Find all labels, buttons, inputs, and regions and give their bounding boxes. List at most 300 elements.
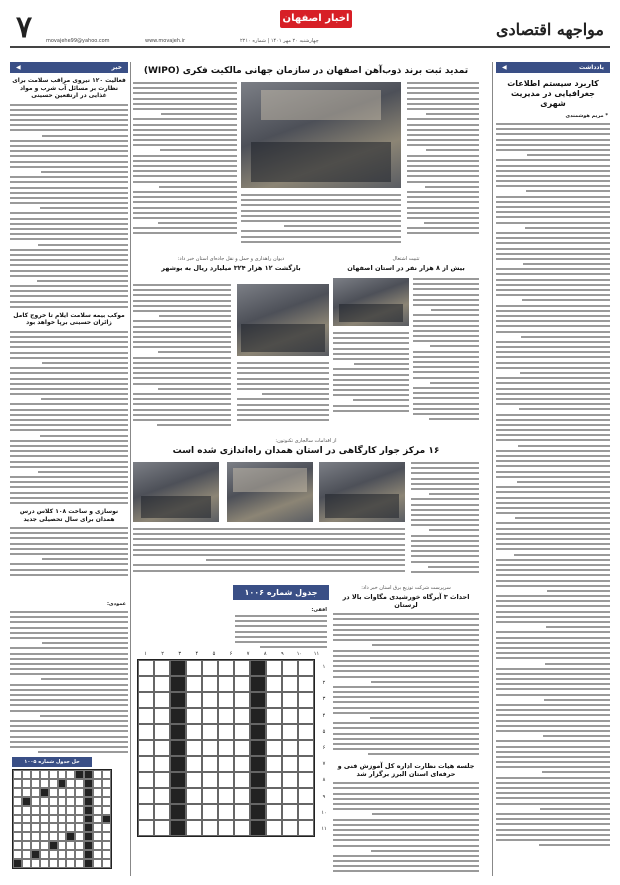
text-line (545, 663, 610, 665)
crossword-cell[interactable] (202, 660, 218, 676)
crossword-cell[interactable] (138, 724, 154, 740)
text-line (496, 211, 610, 213)
crossword-cell[interactable] (186, 660, 202, 676)
crossword-cell[interactable] (202, 708, 218, 724)
crossword-row-number: ۶ (322, 744, 326, 751)
text-line (235, 615, 327, 617)
note-body (496, 123, 610, 846)
answer-cell (93, 823, 102, 832)
crossword-cell[interactable] (234, 692, 250, 708)
crossword-cell[interactable] (138, 676, 154, 692)
crossword-column-number: ۸ (263, 651, 267, 657)
text-line (10, 684, 128, 686)
text-line (333, 829, 479, 831)
crossword-cell[interactable] (218, 724, 234, 740)
answer-cell (22, 850, 31, 859)
crossword-cell[interactable] (250, 740, 266, 756)
text-line (10, 104, 128, 106)
text-line (10, 429, 128, 431)
text-line (10, 187, 128, 189)
crossword-cell[interactable] (154, 772, 170, 788)
crossword-cell[interactable] (218, 692, 234, 708)
crossword-cell[interactable] (186, 772, 202, 788)
crossword-cell[interactable] (234, 804, 250, 820)
text-line (518, 445, 610, 447)
workshop-photo-1 (319, 462, 405, 522)
crossword-cell[interactable] (218, 820, 234, 836)
text-line (333, 839, 479, 841)
text-line (133, 160, 237, 162)
text-line (10, 378, 128, 380)
text-line (496, 253, 610, 255)
text-line (10, 119, 128, 121)
crossword-cell[interactable] (186, 820, 202, 836)
text-line (519, 408, 610, 410)
text-line (368, 753, 479, 755)
crossword-cell[interactable] (234, 788, 250, 804)
news-story2-body (10, 331, 128, 504)
text-line (333, 798, 479, 800)
crossword-cell[interactable] (202, 820, 218, 836)
crossword-cell[interactable] (250, 756, 266, 772)
text-line (496, 564, 610, 566)
answer-cell (49, 797, 58, 806)
text-line (10, 543, 128, 545)
crossword-cell[interactable] (186, 692, 202, 708)
crossword-section (133, 585, 329, 876)
crossword-cell[interactable] (250, 804, 266, 820)
answer-cell (66, 788, 75, 797)
text-line (10, 611, 128, 613)
crossword-cell[interactable] (282, 708, 298, 724)
crossword-cell[interactable] (218, 756, 234, 772)
answer-cell (84, 823, 93, 832)
news-story3-body (10, 527, 128, 576)
crossword-cell[interactable] (202, 676, 218, 692)
crossword-row-number: ۴ (322, 712, 326, 719)
text-line (133, 294, 231, 296)
text-line (10, 393, 128, 395)
text-line (496, 522, 610, 524)
answer-cell (13, 850, 22, 859)
crossword-row-number: ۲ (322, 680, 326, 687)
text-line (133, 212, 237, 214)
crossword-cell[interactable] (298, 804, 314, 820)
crossword-cell[interactable] (234, 708, 250, 724)
crossword-cell[interactable] (218, 804, 234, 820)
crossword-cell[interactable] (250, 724, 266, 740)
road-title[interactable]: بازگشت ۱۲ هزار ۳۲۴ میلیارد ریال به بوشهر (161, 264, 301, 272)
crossword-cell[interactable] (298, 660, 314, 676)
text-line (496, 175, 610, 177)
crossword-cell[interactable] (154, 756, 170, 772)
crossword-cell[interactable] (154, 820, 170, 836)
crossword-cell[interactable] (298, 756, 314, 772)
email-address[interactable]: movajehe99@yahoo.com (46, 38, 110, 44)
text-line (407, 98, 479, 100)
crossword-cell[interactable] (202, 772, 218, 788)
workshop-title[interactable]: ۱۶ مرکز جوار کارگاهی در استان همدان راه‌اندازی شده است (172, 446, 440, 456)
text-line (496, 216, 610, 218)
text-line (517, 481, 610, 483)
text-line (333, 819, 479, 821)
text-line (333, 865, 479, 867)
text-line (496, 491, 610, 493)
crossword-cell[interactable] (298, 740, 314, 756)
crossword-cell[interactable] (282, 804, 298, 820)
crossword-cell[interactable] (170, 692, 186, 708)
text-line (496, 206, 610, 208)
answer-cell (40, 806, 49, 815)
crossword-cell[interactable] (250, 772, 266, 788)
answer-cell (49, 850, 58, 859)
text-line (10, 730, 128, 732)
answer-cell (66, 797, 75, 806)
crossword-cell[interactable] (186, 740, 202, 756)
crossword-cell[interactable] (266, 692, 282, 708)
text-line (333, 860, 479, 862)
crossword-cell[interactable] (186, 724, 202, 740)
crossword-cell[interactable] (170, 676, 186, 692)
answer-cell (93, 815, 102, 824)
crossword-cell[interactable] (138, 804, 154, 820)
crossword-cell[interactable] (298, 788, 314, 804)
crossword-cell[interactable] (138, 788, 154, 804)
crossword-cell[interactable] (234, 660, 250, 676)
answer-cell (102, 823, 111, 832)
crossword-column-number: ۶ (229, 651, 233, 657)
answer-cell (66, 770, 75, 779)
news-story2-title[interactable]: موکب بیمه سلامت ایلام تا خروج کامل زائران حسینی برپا خواهد بود (13, 311, 125, 327)
text-line (426, 113, 479, 115)
text-line (333, 670, 479, 672)
text-line (407, 181, 479, 183)
crossword-row-number: ۹ (322, 793, 326, 800)
text-line (333, 348, 409, 350)
answer-cell (75, 788, 84, 797)
text-line (496, 471, 610, 473)
text-line (496, 709, 610, 711)
crossword-cell[interactable] (298, 724, 314, 740)
text-line (10, 502, 128, 504)
meeting-title[interactable]: جلسه هیات نظارت اداره کل آموزش فنی و حرفه‌ای استان البرز برگزار شد (337, 762, 475, 779)
crossword-cell[interactable] (154, 660, 170, 676)
crossword-across-label: افقی: (311, 607, 327, 613)
text-line (333, 782, 479, 784)
main-story-body-left (133, 82, 237, 238)
answer-cell (31, 788, 40, 797)
answer-title: حل جدول شماره ۱۰۰۵ (24, 759, 80, 765)
news-story3-title[interactable]: نوسازی و ساخت ۱۰۸ کلاس درس همدان برای سال تحصیلی جدید (19, 508, 119, 523)
crossword-cell[interactable] (154, 788, 170, 804)
crossword-cell[interactable] (170, 740, 186, 756)
crossword-column-number: ۱ (144, 651, 147, 657)
crossword-cell[interactable] (170, 804, 186, 820)
text-line (333, 353, 409, 355)
text-line (40, 207, 129, 209)
answer-cell (58, 859, 67, 868)
main-story-body-bottom (241, 194, 401, 246)
answer-cell (102, 850, 111, 859)
text-line (37, 280, 128, 282)
crossword-cell[interactable] (266, 804, 282, 820)
text-line (496, 839, 610, 841)
crossword-cell[interactable] (186, 804, 202, 820)
crossword-cell[interactable] (186, 676, 202, 692)
answer-cell (102, 779, 111, 788)
text-line (133, 538, 405, 540)
crossword-cell[interactable] (218, 708, 234, 724)
news-tag (10, 62, 128, 73)
text-line (496, 782, 610, 784)
crossword-row-number: ۱۰ (321, 809, 327, 816)
text-line (10, 109, 128, 111)
text-line (413, 408, 479, 410)
crossword-cell[interactable] (218, 788, 234, 804)
text-line (133, 403, 231, 405)
text-line (496, 356, 610, 358)
answer-cell (102, 832, 111, 841)
text-line (333, 803, 479, 805)
crossword-cell[interactable] (282, 820, 298, 836)
crossword-cell[interactable] (170, 788, 186, 804)
crossword-cell[interactable] (234, 772, 250, 788)
crossword-cell[interactable] (266, 740, 282, 756)
text-line (133, 134, 237, 136)
crossword-cell[interactable] (250, 660, 266, 676)
answer-cell (22, 806, 31, 815)
text-line (496, 242, 610, 244)
text-line (547, 590, 610, 592)
text-line (496, 439, 610, 441)
text-line (496, 746, 610, 748)
answer-cell (40, 788, 49, 797)
crossword-cell[interactable] (138, 660, 154, 676)
text-line (133, 419, 231, 421)
crossword-cell[interactable] (154, 724, 170, 740)
crossword-cell[interactable] (234, 756, 250, 772)
text-line (133, 409, 231, 411)
crossword-cell[interactable] (234, 724, 250, 740)
crossword-cell[interactable] (282, 756, 298, 772)
text-line (10, 414, 128, 416)
crossword-cell[interactable] (282, 788, 298, 804)
crossword-cell[interactable] (266, 708, 282, 724)
answer-cell (49, 832, 58, 841)
crossword-cell[interactable] (298, 708, 314, 724)
answer-cell (93, 797, 102, 806)
text-line (496, 346, 610, 348)
crossword-cell[interactable] (202, 804, 218, 820)
text-line (333, 384, 409, 386)
crossword-cell[interactable] (250, 676, 266, 692)
text-line (496, 528, 610, 530)
workshop-kicker: از اقدامات سالجاری تکنوتون: (275, 438, 337, 444)
main-story-title[interactable]: تمدید ثبت برند ذوب‌آهن اصفهان در سازمان جهانی مالکیت فکری (WIPO) (143, 66, 469, 76)
answer-cell (58, 832, 67, 841)
crossword-cell[interactable] (218, 740, 234, 756)
crossword-cell[interactable] (170, 772, 186, 788)
crossword-cell[interactable] (170, 756, 186, 772)
text-line (333, 855, 479, 857)
answer-cell (13, 832, 22, 841)
crossword-cell[interactable] (138, 740, 154, 756)
text-line (133, 232, 237, 234)
crossword-cell[interactable] (250, 820, 266, 836)
text-line (10, 497, 128, 499)
crossword-cell[interactable] (154, 692, 170, 708)
text-line (496, 756, 610, 758)
crossword-cell[interactable] (154, 804, 170, 820)
text-line (241, 241, 401, 243)
crossword-cell[interactable] (170, 724, 186, 740)
text-line (514, 554, 610, 556)
crossword-column-number: ۱۰ (296, 651, 303, 657)
text-line (496, 730, 610, 732)
text-line (496, 585, 610, 587)
text-line (496, 289, 610, 291)
text-line (496, 201, 610, 203)
answer-cell (13, 823, 22, 832)
text-line (133, 139, 237, 141)
crossword-column-number: ۵ (212, 651, 216, 657)
crossword-cell[interactable] (298, 772, 314, 788)
crossword-cell[interactable] (234, 740, 250, 756)
text-line (411, 524, 479, 526)
crossword-cell[interactable] (266, 676, 282, 692)
answer-cell (49, 841, 58, 850)
power-title[interactable]: احداث ۳ آبرگاه خورشیدی مگاوات بالا در لرستان (342, 593, 470, 610)
text-line (10, 736, 128, 738)
crossword-cell[interactable] (170, 660, 186, 676)
crossword-cell[interactable] (282, 740, 298, 756)
text-line (10, 699, 128, 701)
crossword-column-number: ۴ (195, 651, 199, 657)
crossword-cell[interactable] (202, 740, 218, 756)
text-line (241, 204, 401, 206)
crossword-cell[interactable] (202, 724, 218, 740)
crossword-cell[interactable] (170, 820, 186, 836)
crossword-cell[interactable] (138, 708, 154, 724)
text-line (496, 196, 610, 198)
crossword-cell[interactable] (154, 708, 170, 724)
crossword-cell[interactable] (154, 676, 170, 692)
text-line (496, 450, 610, 452)
crossword-cell[interactable] (298, 676, 314, 692)
text-line (411, 535, 479, 537)
text-line (133, 320, 231, 322)
employment-title[interactable]: بیش از ۸ هزار نفر در استان اصفهان (347, 264, 465, 272)
road-photo (237, 284, 329, 356)
text-line (241, 210, 401, 212)
crossword-cell[interactable] (186, 756, 202, 772)
crossword-cell[interactable] (266, 772, 282, 788)
crossword-cell[interactable] (138, 692, 154, 708)
text-line (333, 686, 479, 688)
crossword-grid[interactable] (137, 659, 315, 837)
crossword-cell[interactable] (202, 692, 218, 708)
crossword-cell[interactable] (266, 724, 282, 740)
text-line (10, 254, 128, 256)
meeting-body (333, 782, 479, 872)
text-line (333, 358, 409, 360)
crossword-cell[interactable] (234, 820, 250, 836)
answer-cell (66, 806, 75, 815)
employment-body-left (333, 332, 409, 415)
text-line (133, 217, 237, 219)
website-link[interactable]: www.movajeh.ir (145, 38, 186, 44)
crossword-cell[interactable] (250, 708, 266, 724)
text-line (133, 196, 237, 198)
power-kicker: سرپرست شرکت توزیع برق استان خبر داد: (361, 585, 451, 591)
news-story1-title[interactable]: فعالیت ۱۲۰ نیروی مراقب سلامت برای نظارت بر مسائل آب شرب و مواد غذایی در ارتفعین حسینی (12, 77, 126, 99)
crossword-cell[interactable] (186, 708, 202, 724)
crossword-cell[interactable] (138, 756, 154, 772)
crossword-column-number: ۱۱ (313, 651, 320, 657)
answer-cell (13, 788, 22, 797)
text-line (333, 634, 479, 636)
crossword-cell[interactable] (186, 788, 202, 804)
crossword-cell[interactable] (218, 772, 234, 788)
crossword-cell[interactable] (266, 756, 282, 772)
crossword-cell[interactable] (298, 820, 314, 836)
crossword-title: جدول شماره ۱۰۰۶ (244, 588, 318, 597)
text-line (10, 290, 128, 292)
text-line (42, 642, 128, 644)
crossword-cell[interactable] (282, 660, 298, 676)
crossword-cell[interactable] (218, 660, 234, 676)
answer-cell (22, 788, 31, 797)
crossword-cell[interactable] (154, 740, 170, 756)
text-line (496, 777, 610, 779)
text-line (237, 398, 329, 400)
crossword-cell[interactable] (266, 788, 282, 804)
text-line (133, 346, 231, 348)
text-line (333, 613, 479, 615)
crossword-cell[interactable] (170, 708, 186, 724)
crossword-cell[interactable] (282, 724, 298, 740)
crossword-cell[interactable] (298, 692, 314, 708)
crossword-cell[interactable] (282, 692, 298, 708)
answer-cell (58, 797, 67, 806)
crossword-cell[interactable] (234, 676, 250, 692)
text-line (10, 725, 128, 727)
text-line (333, 379, 409, 381)
employment-body-right (413, 278, 479, 423)
crossword-cell[interactable] (282, 676, 298, 692)
employment-kicker: تثبیت اشتغال (392, 256, 420, 262)
text-line (413, 283, 479, 285)
crossword-cell[interactable] (250, 692, 266, 708)
note-title[interactable]: کاربرد سیستم اطلاعات جغرافیایی در مدیریت شهری (507, 79, 599, 108)
text-line (237, 367, 329, 369)
text-line (411, 478, 479, 480)
crossword-cell[interactable] (250, 788, 266, 804)
text-line (42, 362, 128, 364)
crossword-cell[interactable] (266, 660, 282, 676)
crossword-cell[interactable] (266, 820, 282, 836)
crossword-cell[interactable] (202, 788, 218, 804)
text-line (333, 660, 479, 662)
crossword-cell[interactable] (202, 756, 218, 772)
text-line (10, 563, 128, 565)
crossword-cell[interactable] (282, 772, 298, 788)
crossword-cell[interactable] (218, 676, 234, 692)
crossword-cell[interactable] (138, 820, 154, 836)
text-line (496, 133, 610, 135)
crossword-cell[interactable] (138, 772, 154, 788)
text-line (496, 414, 610, 416)
